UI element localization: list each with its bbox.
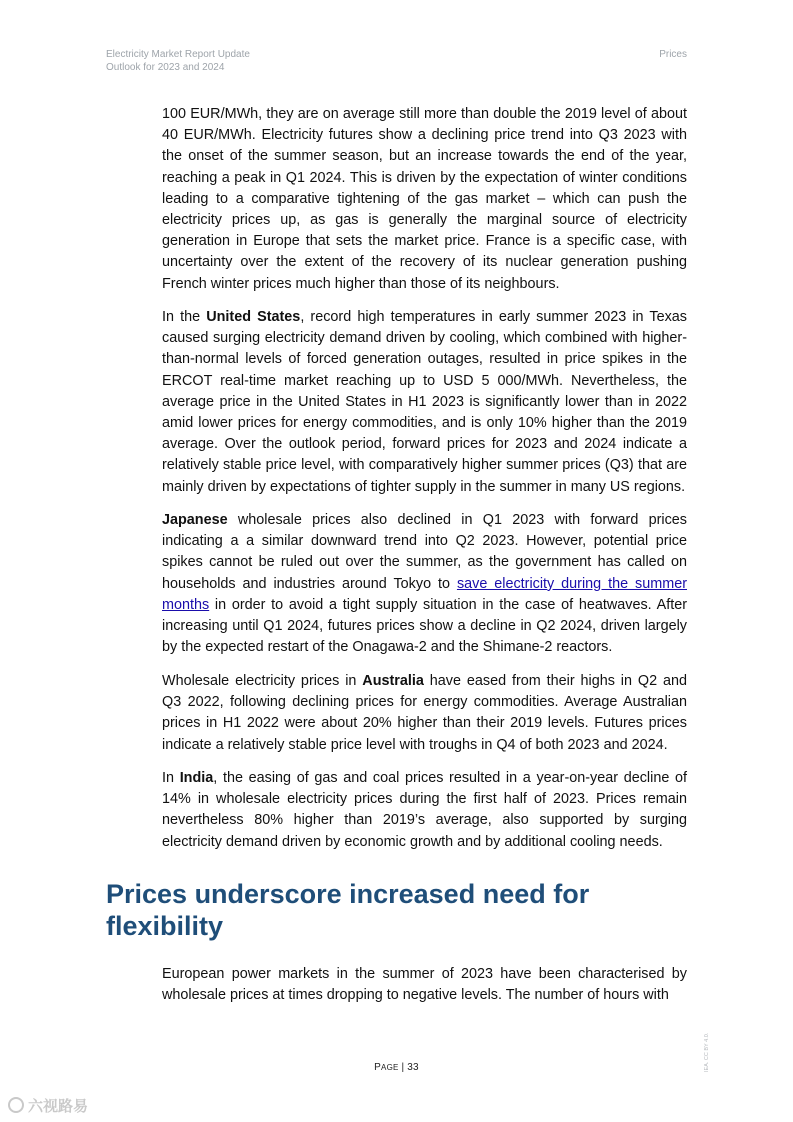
- paragraph-australia: [162, 671, 687, 756]
- p5-bold-country: India: [179, 770, 214, 786]
- p2-prefix: In the: [162, 309, 207, 325]
- p3-part2: in order to avoid a tight supply situation in the case of heatwaves. After increasing until Q1 2024, futures prices show a decline in Q2 2024, driven largely by the expected restart of the Onagawa-2 and the Shimane-2 reactors.: [162, 596, 687, 656]
- p2-bold-country: United States: [206, 309, 301, 325]
- report-subtitle: Outlook for 2023 and 2024: [106, 62, 225, 73]
- p4-bold-country: Australia: [362, 673, 424, 689]
- paragraph-japan: [162, 510, 687, 658]
- p2-rest: , record high temperatures in early summer 2023 in Texas caused surging electricity demand driven by cooling, which combined with higher-than-normal levels of forced generation outages, resulted in price spikes in the ERCOT real-time market reaching up to USD 5 000/MWh. Nevertheless, the average price in the United States in H1 2023 is significantly lower than in 2022 amid lower prices for energy commodities, and is only 10% higher than the 2019 average. Over the outlook period, forward prices for 2023 and 2024 indicate a relatively stable price level, with comparatively higher summer prices (Q3) that are mainly driven by expectations of tighter supply in the summer in many US regions.: [162, 309, 687, 495]
- running-header-left: [106, 48, 250, 74]
- running-header-section: Prices: [659, 49, 687, 60]
- paragraph-europe-continued: 100 EUR/MWh, they are on average still more than double the 2019 level of about 40 EUR/MWh. Electricity futures show a declining price trend into Q3 2023 with the onset of the summer season, but an increase towards the end of the year, reaching a peak in Q1 2024. This is driven by the expectation of winter conditions leading to a comparative tightening of the gas market – which can push the electricity prices up, as gas is generally the marginal source of electricity generation in Europe that sets the market price. France is a specific case, with uncertainty over the extent of the recovery of its nuclear generation pushing French winter prices much higher than those of its neighbours.: [162, 106, 687, 292]
- paragraph-united-states: [162, 307, 687, 498]
- watermark: [8, 1094, 88, 1116]
- p5-prefix: In: [162, 770, 180, 786]
- page-word-first: P: [374, 1062, 382, 1073]
- paragraph-india: [162, 768, 687, 853]
- page-word-rest: AGE: [381, 1063, 399, 1072]
- page-number: 33: [407, 1062, 419, 1073]
- license-label: IEA. CC BY 4.0.: [704, 1032, 710, 1072]
- p3-part1: wholesale prices also declined in Q1 2023 with forward prices indicating a a similar downward trend into Q2 2023. However, potential price spikes cannot be ruled out over the summer, as the government has called on households and industries around Tokyo to: [162, 512, 687, 592]
- paragraph-european-negative-prices: European power markets in the summer of 2023 have been characterised by wholesale prices at times dropping to negative levels. The number of hours with: [162, 966, 687, 1004]
- p4-rest: have eased from their highs in Q2 and Q3 2022, following declining prices for energy commodities. Average Australian prices in H1 2022 were about 20% higher than their 2019 levels. Futures prices indicate a relatively stable price level with troughs in Q4 of both 2023 and 2024.: [162, 673, 687, 753]
- page-footer: [0, 1062, 793, 1073]
- p5-rest: , the easing of gas and coal prices resulted in a year-on-year decline of 14% in wholesale electricity prices during the first half of 2023. Prices remain nevertheless 80% higher than 2019’s average, also supported by surging electricity demand driven by economic growth and by additional cooling needs.: [162, 770, 688, 850]
- watermark-text: 六视路易: [28, 1097, 89, 1115]
- save-electricity-link[interactable]: save electricity during the summer months: [162, 575, 688, 613]
- watermark-logo-icon: [8, 1097, 24, 1113]
- p3-bold-country: Japanese: [162, 512, 228, 528]
- report-title: Electricity Market Report Update: [106, 49, 250, 60]
- section-heading: Prices underscore increased need for flexibility: [106, 879, 590, 941]
- p4-prefix: Wholesale electricity prices in: [162, 673, 363, 689]
- page-separator: |: [398, 1062, 408, 1073]
